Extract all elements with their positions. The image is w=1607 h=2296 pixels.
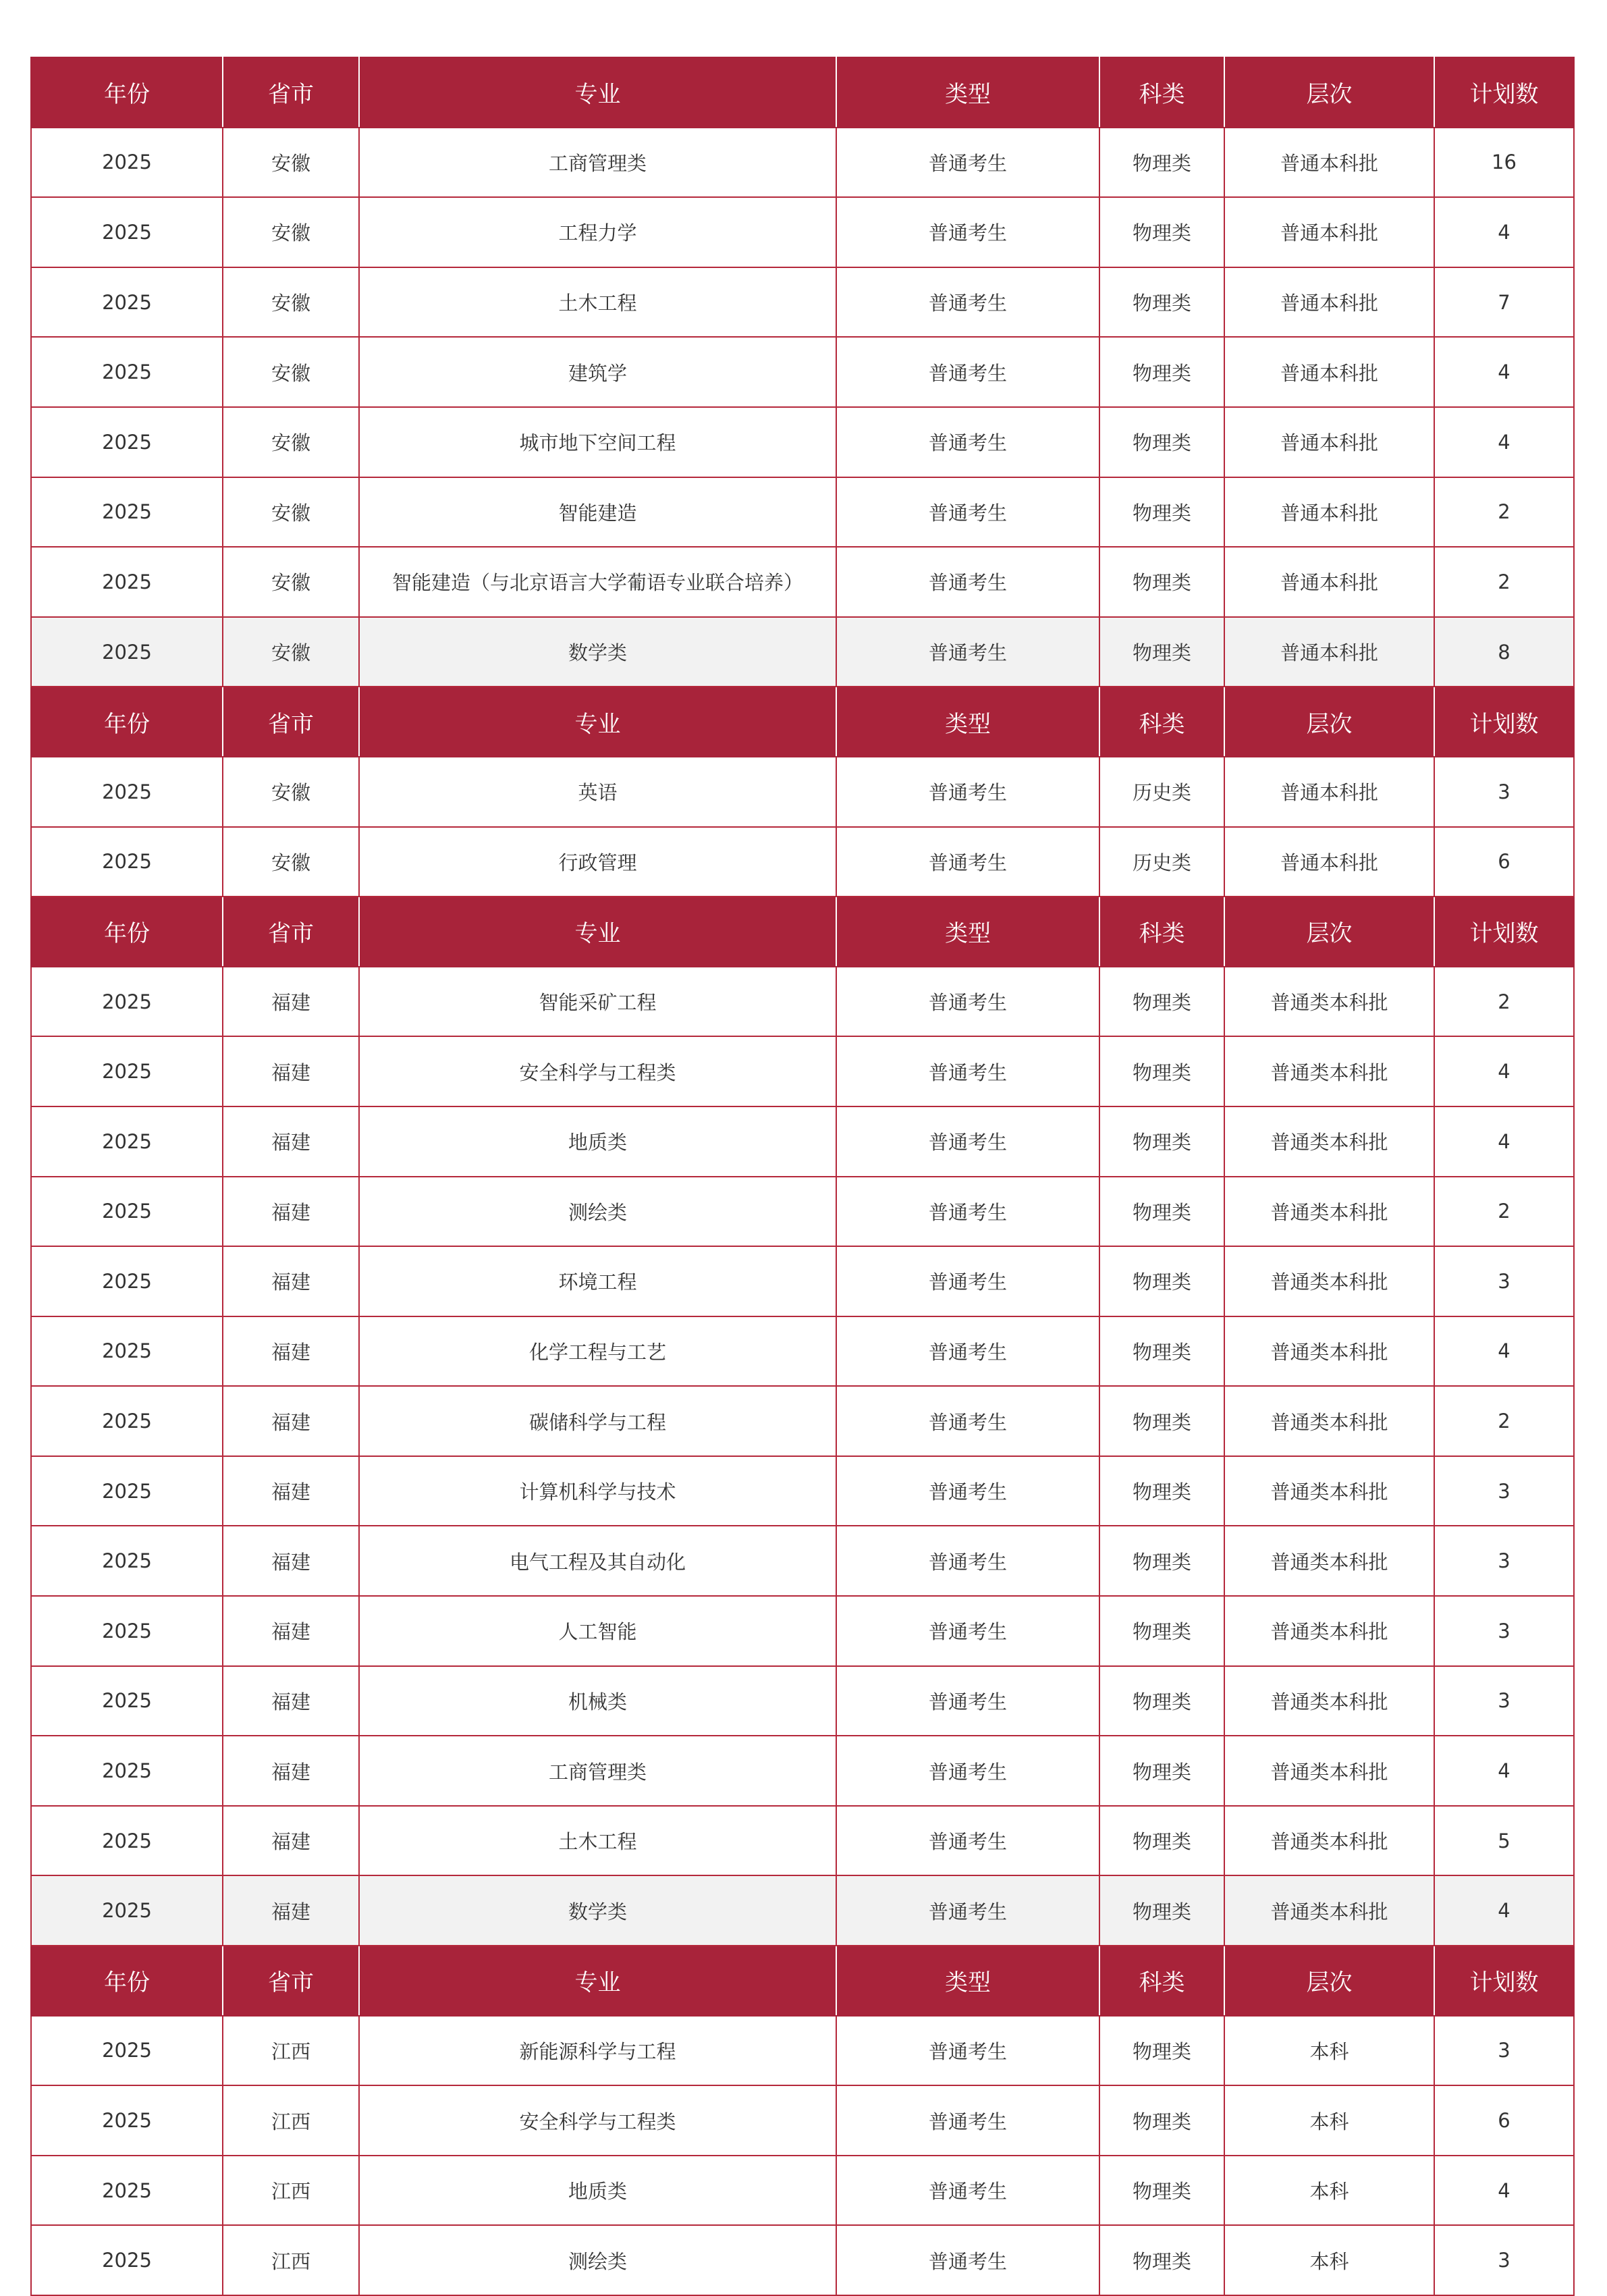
major-cell: 数学类 <box>359 1875 836 1946</box>
subject-cell: 物理类 <box>1099 2085 1224 2156</box>
count-cell: 4 <box>1434 1106 1574 1177</box>
major-cell: 环境工程 <box>359 1246 836 1316</box>
column-header-count: 计划数 <box>1434 1946 1574 2016</box>
subject-cell: 物理类 <box>1099 1177 1224 1247</box>
level-cell: 普通类本科批 <box>1224 1456 1434 1526</box>
column-header-year: 年份 <box>31 1946 223 2016</box>
type-cell: 普通考生 <box>836 477 1099 548</box>
table-row <box>31 967 1574 1037</box>
year-cell: 2025 <box>31 1875 223 1946</box>
major-cell: 化学工程与工艺 <box>359 1316 836 1387</box>
subject-cell: 物理类 <box>1099 1316 1224 1387</box>
table-row <box>31 2225 1574 2295</box>
table-header-row <box>31 687 1574 757</box>
level-cell: 普通本科批 <box>1224 337 1434 407</box>
major-cell: 人工智能 <box>359 1596 836 1666</box>
year-cell: 2025 <box>31 1106 223 1177</box>
level-cell: 普通类本科批 <box>1224 1596 1434 1666</box>
subject-cell: 物理类 <box>1099 267 1224 338</box>
subject-cell: 物理类 <box>1099 1736 1224 1806</box>
column-header-level: 层次 <box>1224 1946 1434 2016</box>
level-cell: 普通本科批 <box>1224 477 1434 548</box>
count-cell: 3 <box>1434 1246 1574 1316</box>
type-cell: 普通考生 <box>836 547 1099 617</box>
type-cell: 普通考生 <box>836 197 1099 267</box>
count-cell: 4 <box>1434 197 1574 267</box>
column-header-type: 类型 <box>836 1946 1099 2016</box>
major-cell: 数学类 <box>359 617 836 687</box>
type-cell: 普通考生 <box>836 1106 1099 1177</box>
level-cell: 普通本科批 <box>1224 757 1434 827</box>
count-cell: 16 <box>1434 128 1574 198</box>
type-cell: 普通考生 <box>836 407 1099 477</box>
type-cell: 普通考生 <box>836 2016 1099 2086</box>
province-cell: 福建 <box>223 1456 359 1526</box>
table-row <box>31 1036 1574 1106</box>
year-cell: 2025 <box>31 1666 223 1736</box>
type-cell: 普通考生 <box>836 757 1099 827</box>
subject-cell: 物理类 <box>1099 1456 1224 1526</box>
level-cell: 普通类本科批 <box>1224 1875 1434 1946</box>
subject-cell: 物理类 <box>1099 2016 1224 2086</box>
major-cell: 土木工程 <box>359 1806 836 1876</box>
major-cell: 智能建造（与北京语言大学葡语专业联合培养） <box>359 547 836 617</box>
column-header-province: 省市 <box>223 687 359 757</box>
column-header-count: 计划数 <box>1434 57 1574 128</box>
column-header-type: 类型 <box>836 57 1099 128</box>
type-cell: 普通考生 <box>836 1596 1099 1666</box>
province-cell: 安徽 <box>223 617 359 687</box>
subject-cell: 物理类 <box>1099 1036 1224 1106</box>
table-row <box>31 1526 1574 1596</box>
year-cell: 2025 <box>31 757 223 827</box>
year-cell: 2025 <box>31 1596 223 1666</box>
column-header-major: 专业 <box>359 1946 836 2016</box>
table-row <box>31 128 1574 198</box>
subject-cell: 物理类 <box>1099 1875 1224 1946</box>
table-body <box>31 57 1574 2295</box>
level-cell: 普通类本科批 <box>1224 1246 1434 1316</box>
type-cell: 普通考生 <box>836 267 1099 338</box>
subject-cell: 物理类 <box>1099 1806 1224 1876</box>
level-cell: 普通类本科批 <box>1224 1036 1434 1106</box>
province-cell: 安徽 <box>223 407 359 477</box>
province-cell: 福建 <box>223 1177 359 1247</box>
count-cell: 7 <box>1434 267 1574 338</box>
enrollment-plan-table-container <box>30 57 1573 2296</box>
major-cell: 电气工程及其自动化 <box>359 1526 836 1596</box>
table-row <box>31 1386 1574 1456</box>
count-cell: 5 <box>1434 1806 1574 1876</box>
count-cell: 4 <box>1434 1736 1574 1806</box>
level-cell: 普通类本科批 <box>1224 1106 1434 1177</box>
column-header-count: 计划数 <box>1434 897 1574 967</box>
year-cell: 2025 <box>31 967 223 1037</box>
year-cell: 2025 <box>31 128 223 198</box>
type-cell: 普通考生 <box>836 967 1099 1037</box>
year-cell: 2025 <box>31 337 223 407</box>
type-cell: 普通考生 <box>836 1526 1099 1596</box>
type-cell: 普通考生 <box>836 1246 1099 1316</box>
column-header-major: 专业 <box>359 57 836 128</box>
subject-cell: 物理类 <box>1099 1386 1224 1456</box>
level-cell: 普通类本科批 <box>1224 1177 1434 1247</box>
major-cell: 安全科学与工程类 <box>359 1036 836 1106</box>
count-cell: 4 <box>1434 1316 1574 1387</box>
type-cell: 普通考生 <box>836 337 1099 407</box>
column-header-province: 省市 <box>223 57 359 128</box>
province-cell: 福建 <box>223 1666 359 1736</box>
level-cell: 普通本科批 <box>1224 197 1434 267</box>
province-cell: 安徽 <box>223 827 359 897</box>
column-header-level: 层次 <box>1224 57 1434 128</box>
column-header-province: 省市 <box>223 1946 359 2016</box>
province-cell: 安徽 <box>223 128 359 198</box>
year-cell: 2025 <box>31 827 223 897</box>
count-cell: 3 <box>1434 2225 1574 2295</box>
subject-cell: 物理类 <box>1099 407 1224 477</box>
major-cell: 城市地下空间工程 <box>359 407 836 477</box>
year-cell: 2025 <box>31 1386 223 1456</box>
year-cell: 2025 <box>31 267 223 338</box>
province-cell: 福建 <box>223 967 359 1037</box>
subject-cell: 物理类 <box>1099 967 1224 1037</box>
subject-cell: 物理类 <box>1099 2225 1224 2295</box>
count-cell: 3 <box>1434 1666 1574 1736</box>
level-cell: 普通类本科批 <box>1224 1666 1434 1736</box>
subject-cell: 历史类 <box>1099 757 1224 827</box>
year-cell: 2025 <box>31 477 223 548</box>
count-cell: 3 <box>1434 757 1574 827</box>
major-cell: 智能建造 <box>359 477 836 548</box>
province-cell: 福建 <box>223 1526 359 1596</box>
level-cell: 本科 <box>1224 2225 1434 2295</box>
column-header-level: 层次 <box>1224 687 1434 757</box>
major-cell: 测绘类 <box>359 1177 836 1247</box>
major-cell: 智能采矿工程 <box>359 967 836 1037</box>
count-cell: 3 <box>1434 1456 1574 1526</box>
province-cell: 福建 <box>223 1316 359 1387</box>
count-cell: 3 <box>1434 2016 1574 2086</box>
province-cell: 江西 <box>223 2016 359 2086</box>
table-row <box>31 1736 1574 1806</box>
year-cell: 2025 <box>31 1177 223 1247</box>
level-cell: 普通类本科批 <box>1224 1736 1434 1806</box>
column-header-year: 年份 <box>31 57 223 128</box>
count-cell: 4 <box>1434 1875 1574 1946</box>
province-cell: 江西 <box>223 2156 359 2226</box>
table-header-row <box>31 57 1574 128</box>
level-cell: 本科 <box>1224 2085 1434 2156</box>
major-cell: 碳储科学与工程 <box>359 1386 836 1456</box>
type-cell: 普通考生 <box>836 1177 1099 1247</box>
type-cell: 普通考生 <box>836 2156 1099 2226</box>
table-row <box>31 477 1574 548</box>
level-cell: 普通本科批 <box>1224 617 1434 687</box>
column-header-level: 层次 <box>1224 897 1434 967</box>
column-header-count: 计划数 <box>1434 687 1574 757</box>
count-cell: 4 <box>1434 2156 1574 2226</box>
type-cell: 普通考生 <box>836 827 1099 897</box>
province-cell: 安徽 <box>223 197 359 267</box>
major-cell: 计算机科学与技术 <box>359 1456 836 1526</box>
major-cell: 英语 <box>359 757 836 827</box>
major-cell: 建筑学 <box>359 337 836 407</box>
type-cell: 普通考生 <box>836 1666 1099 1736</box>
subject-cell: 物理类 <box>1099 2156 1224 2226</box>
level-cell: 普通类本科批 <box>1224 1806 1434 1876</box>
province-cell: 福建 <box>223 1106 359 1177</box>
column-header-year: 年份 <box>31 687 223 757</box>
count-cell: 2 <box>1434 1386 1574 1456</box>
count-cell: 3 <box>1434 1526 1574 1596</box>
table-header-row <box>31 897 1574 967</box>
table-row <box>31 1246 1574 1316</box>
table-row <box>31 1106 1574 1177</box>
subject-cell: 物理类 <box>1099 1596 1224 1666</box>
year-cell: 2025 <box>31 2016 223 2086</box>
province-cell: 江西 <box>223 2225 359 2295</box>
province-cell: 江西 <box>223 2085 359 2156</box>
province-cell: 福建 <box>223 1036 359 1106</box>
type-cell: 普通考生 <box>836 128 1099 198</box>
column-header-major: 专业 <box>359 897 836 967</box>
level-cell: 普通本科批 <box>1224 267 1434 338</box>
type-cell: 普通考生 <box>836 1806 1099 1876</box>
column-header-province: 省市 <box>223 897 359 967</box>
province-cell: 安徽 <box>223 337 359 407</box>
province-cell: 安徽 <box>223 267 359 338</box>
table-row <box>31 827 1574 897</box>
count-cell: 4 <box>1434 1036 1574 1106</box>
level-cell: 本科 <box>1224 2156 1434 2226</box>
column-header-subject: 科类 <box>1099 57 1224 128</box>
year-cell: 2025 <box>31 1316 223 1387</box>
count-cell: 4 <box>1434 407 1574 477</box>
major-cell: 测绘类 <box>359 2225 836 2295</box>
table-row <box>31 1316 1574 1387</box>
subject-cell: 物理类 <box>1099 1106 1224 1177</box>
major-cell: 土木工程 <box>359 267 836 338</box>
major-cell: 工程力学 <box>359 197 836 267</box>
major-cell: 新能源科学与工程 <box>359 2016 836 2086</box>
year-cell: 2025 <box>31 1036 223 1106</box>
count-cell: 4 <box>1434 337 1574 407</box>
level-cell: 普通本科批 <box>1224 407 1434 477</box>
count-cell: 6 <box>1434 827 1574 897</box>
province-cell: 福建 <box>223 1246 359 1316</box>
table-row <box>31 1456 1574 1526</box>
table-row <box>31 197 1574 267</box>
subject-cell: 物理类 <box>1099 1666 1224 1736</box>
table-row <box>31 2016 1574 2086</box>
type-cell: 普通考生 <box>836 1386 1099 1456</box>
column-header-year: 年份 <box>31 897 223 967</box>
type-cell: 普通考生 <box>836 1875 1099 1946</box>
column-header-subject: 科类 <box>1099 1946 1224 2016</box>
type-cell: 普通考生 <box>836 1736 1099 1806</box>
table-row <box>31 1666 1574 1736</box>
year-cell: 2025 <box>31 2156 223 2226</box>
year-cell: 2025 <box>31 1246 223 1316</box>
level-cell: 普通类本科批 <box>1224 1386 1434 1456</box>
subject-cell: 物理类 <box>1099 617 1224 687</box>
province-cell: 福建 <box>223 1596 359 1666</box>
major-cell: 行政管理 <box>359 827 836 897</box>
year-cell: 2025 <box>31 1526 223 1596</box>
level-cell: 普通本科批 <box>1224 128 1434 198</box>
year-cell: 2025 <box>31 407 223 477</box>
level-cell: 普通本科批 <box>1224 827 1434 897</box>
subject-cell: 物理类 <box>1099 128 1224 198</box>
type-cell: 普通考生 <box>836 617 1099 687</box>
column-header-major: 专业 <box>359 687 836 757</box>
year-cell: 2025 <box>31 617 223 687</box>
year-cell: 2025 <box>31 197 223 267</box>
province-cell: 安徽 <box>223 477 359 548</box>
type-cell: 普通考生 <box>836 2225 1099 2295</box>
count-cell: 2 <box>1434 477 1574 548</box>
major-cell: 地质类 <box>359 1106 836 1177</box>
year-cell: 2025 <box>31 2225 223 2295</box>
table-row <box>31 407 1574 477</box>
major-cell: 机械类 <box>359 1666 836 1736</box>
subject-cell: 物理类 <box>1099 547 1224 617</box>
subject-cell: 物理类 <box>1099 337 1224 407</box>
level-cell: 普通类本科批 <box>1224 1316 1434 1387</box>
count-cell: 2 <box>1434 967 1574 1037</box>
province-cell: 安徽 <box>223 757 359 827</box>
table-row <box>31 1806 1574 1876</box>
subject-cell: 物理类 <box>1099 197 1224 267</box>
level-cell: 普通类本科批 <box>1224 967 1434 1037</box>
level-cell: 本科 <box>1224 2016 1434 2086</box>
table-row <box>31 757 1574 827</box>
major-cell: 地质类 <box>359 2156 836 2226</box>
table-row <box>31 337 1574 407</box>
column-header-subject: 科类 <box>1099 897 1224 967</box>
table-row <box>31 267 1574 338</box>
count-cell: 8 <box>1434 617 1574 687</box>
type-cell: 普通考生 <box>836 1316 1099 1387</box>
table-row <box>31 2085 1574 2156</box>
type-cell: 普通考生 <box>836 1036 1099 1106</box>
table-row <box>31 1875 1574 1946</box>
subject-cell: 物理类 <box>1099 477 1224 548</box>
province-cell: 福建 <box>223 1806 359 1876</box>
year-cell: 2025 <box>31 2085 223 2156</box>
level-cell: 普通类本科批 <box>1224 1526 1434 1596</box>
year-cell: 2025 <box>31 1736 223 1806</box>
table-row <box>31 547 1574 617</box>
count-cell: 3 <box>1434 1596 1574 1666</box>
count-cell: 2 <box>1434 1177 1574 1247</box>
column-header-subject: 科类 <box>1099 687 1224 757</box>
table-row <box>31 1596 1574 1666</box>
column-header-type: 类型 <box>836 687 1099 757</box>
column-header-type: 类型 <box>836 897 1099 967</box>
province-cell: 安徽 <box>223 547 359 617</box>
subject-cell: 历史类 <box>1099 827 1224 897</box>
major-cell: 安全科学与工程类 <box>359 2085 836 2156</box>
province-cell: 福建 <box>223 1736 359 1806</box>
table-header-row <box>31 1946 1574 2016</box>
province-cell: 福建 <box>223 1386 359 1456</box>
level-cell: 普通本科批 <box>1224 547 1434 617</box>
count-cell: 6 <box>1434 2085 1574 2156</box>
major-cell: 工商管理类 <box>359 128 836 198</box>
type-cell: 普通考生 <box>836 1456 1099 1526</box>
subject-cell: 物理类 <box>1099 1526 1224 1596</box>
enrollment-plan-table <box>30 57 1575 2296</box>
table-row <box>31 2156 1574 2226</box>
province-cell: 福建 <box>223 1875 359 1946</box>
type-cell: 普通考生 <box>836 2085 1099 2156</box>
year-cell: 2025 <box>31 547 223 617</box>
table-row <box>31 1177 1574 1247</box>
major-cell: 工商管理类 <box>359 1736 836 1806</box>
subject-cell: 物理类 <box>1099 1246 1224 1316</box>
year-cell: 2025 <box>31 1806 223 1876</box>
year-cell: 2025 <box>31 1456 223 1526</box>
count-cell: 2 <box>1434 547 1574 617</box>
table-row <box>31 617 1574 687</box>
